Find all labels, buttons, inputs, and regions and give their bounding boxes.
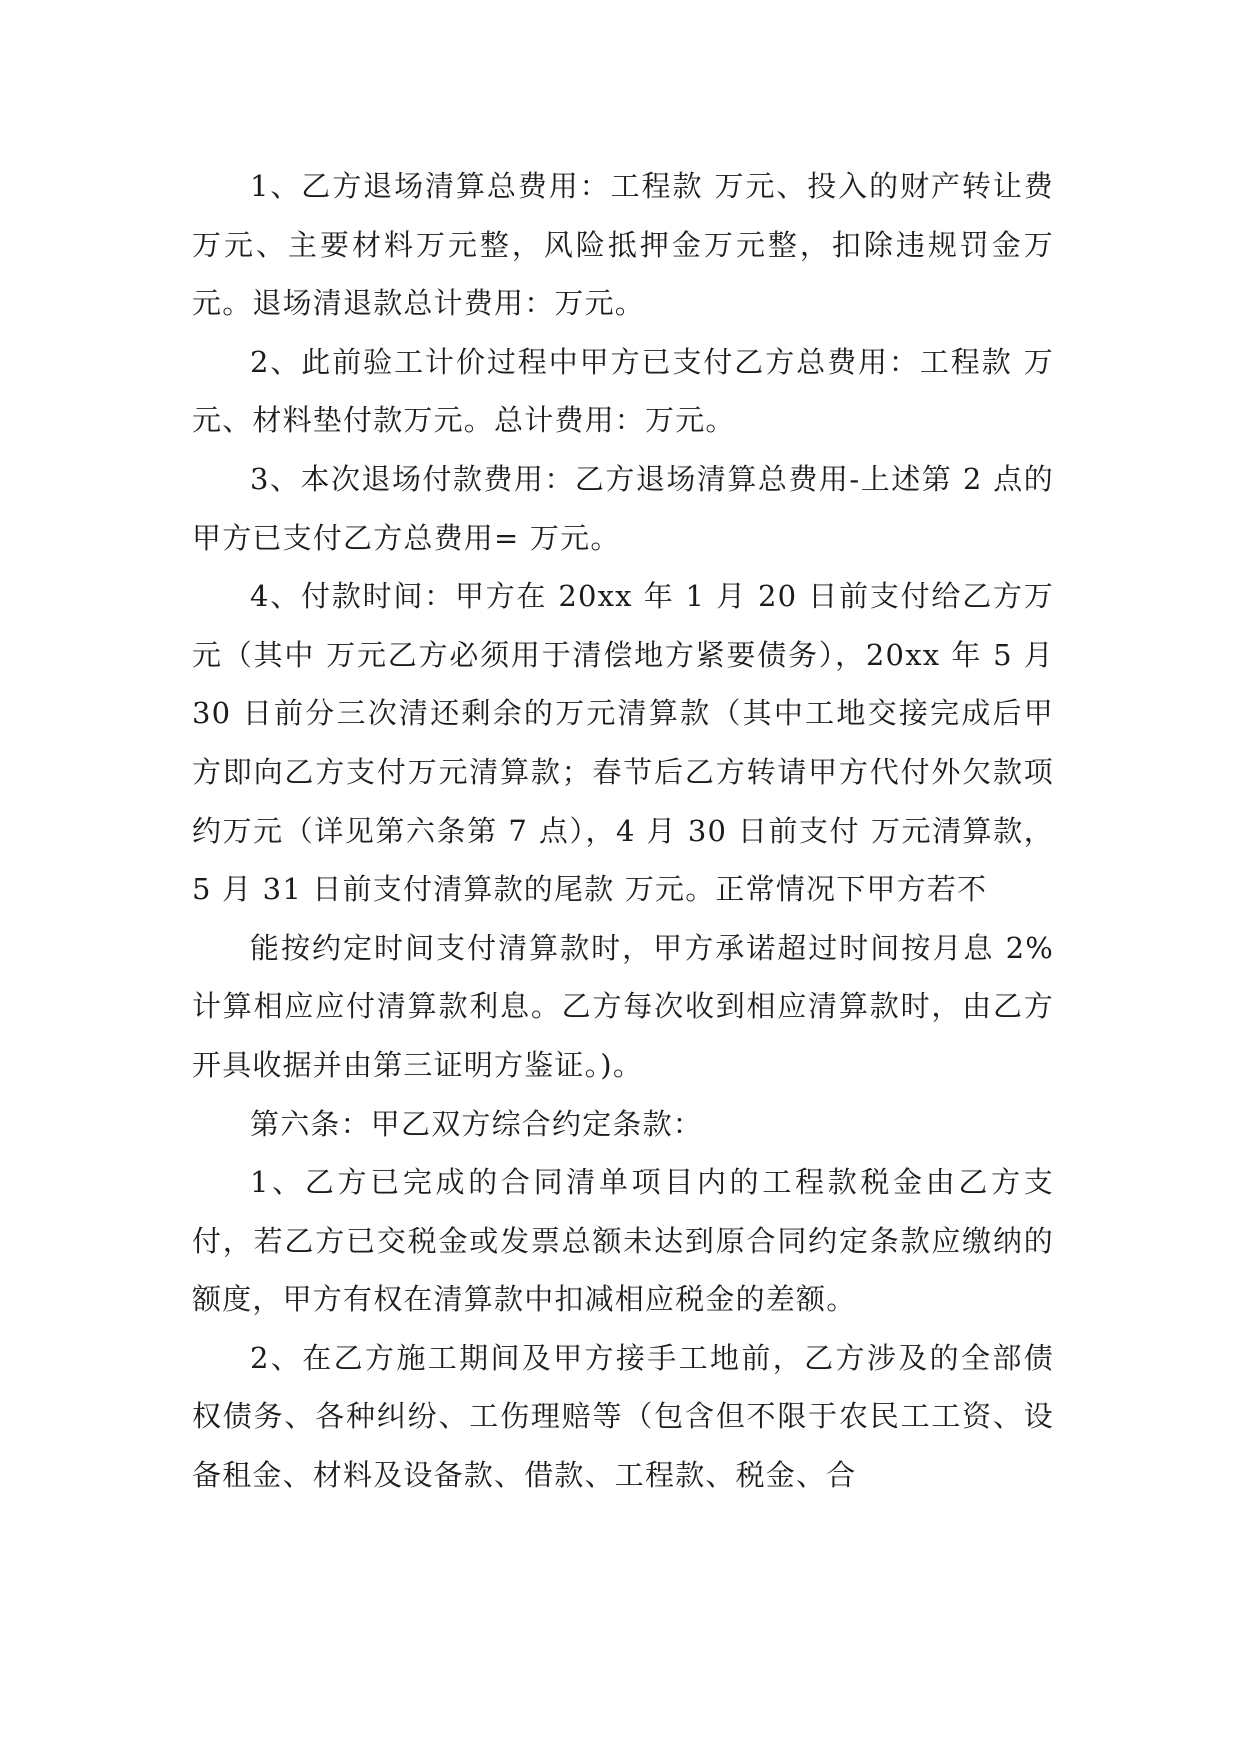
document-page — [192, 157, 1065, 1505]
clause-debts: 2、在乙方施工期间及甲方接手工地前，乙方涉及的全部债权债务、各种纠纷、工伤理赔等（包含但不限于农民工工资、设备租金、材料及设备款、借款、工程款、税金、合 — [192, 1340, 1054, 1493]
clause-payment-interest: 能按约定时间支付清算款时，甲方承诺超过时间按月息 2%计算相应应付清算款利息。乙方每次收到相应清算款时，由乙方开具收据并由第三证明方鉴证。)。 — [192, 930, 1054, 1082]
clause-paid-total: 2、此前验工计价过程中甲方已支付乙方总费用：工程款 万元、材料垫付款万元。总计费用：万元。 — [192, 344, 1054, 438]
clause-tax: 1、乙方已完成的合同清单项目内的工程款税金由乙方支付，若乙方已交税金或发票总额未达到原合同约定条款应缴纳的额度，甲方有权在清算款中扣减相应税金的差额。 — [192, 1165, 1054, 1317]
clause-payment-time: 4、付款时间：甲方在 20xx 年 1 月 20 日前支付给乙方万元（其中 万元乙方必须用于清偿地方紧要债务），20xx 年 5 月 30 日前分三次清还剩余的万元清算款（其中工地交接完成后甲方即向乙方支付万元清算款；春节后乙方转请甲方代付外欠款项约万元（详见第六条第 7 点），4 月 30 日前支付 万元清算款，5 月 31 日前支付清算款的尾款 万元。正常情况下甲方若不 — [192, 579, 1065, 907]
clause-exit-payment: 3、本次退场付款费用：乙方退场清算总费用-上述第 2 点的甲方已支付乙方总费用= 万元。 — [192, 461, 1054, 555]
clause-settlement-total: 1、乙方退场清算总费用：工程款 万元、投入的财产转让费万元、主要材料万元整，风险抵押金万元整，扣除违规罚金万元。退场清退款总计费用：万元。 — [192, 169, 1054, 321]
article-six-heading: 第六条：甲乙双方综合约定条款： — [250, 1106, 704, 1141]
